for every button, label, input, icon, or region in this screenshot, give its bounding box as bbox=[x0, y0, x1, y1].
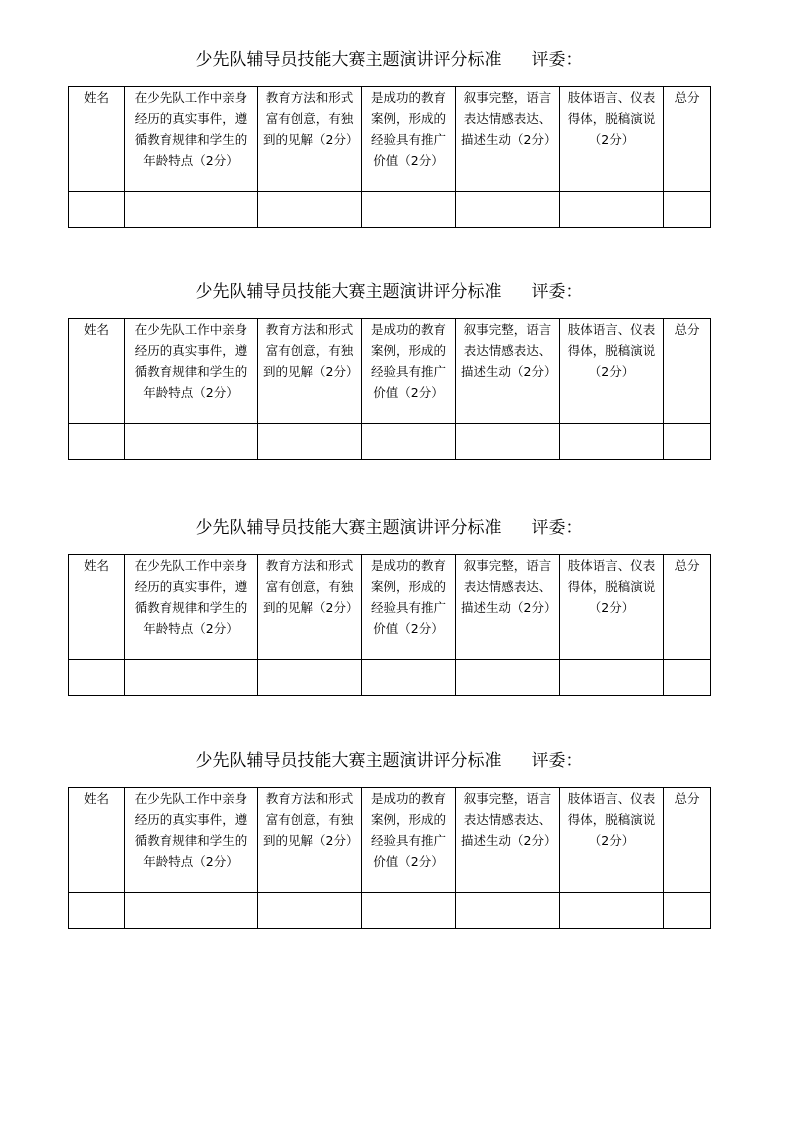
score-table bbox=[68, 86, 711, 228]
header-criterion-real-events: 在少先队工作中亲身经历的真实事件，遵循教育规律和学生的年龄特点（2分） bbox=[125, 555, 258, 660]
header-criterion-methods: 教育方法和形式富有创意，有独到的见解（2分） bbox=[258, 87, 362, 192]
entry-score-cell[interactable] bbox=[362, 660, 456, 696]
header-criterion-narration: 叙事完整，语言表达情感表达、描述生动（2分） bbox=[456, 788, 560, 893]
judge-label: 评委： bbox=[531, 751, 583, 771]
score-table bbox=[68, 554, 711, 696]
entry-score-cell[interactable] bbox=[456, 660, 560, 696]
header-criterion-narration: 叙事完整，语言表达情感表达、描述生动（2分） bbox=[456, 555, 560, 660]
form-title bbox=[68, 747, 710, 775]
score-table bbox=[68, 787, 711, 929]
header-criterion-body-language: 肢体语言、仪表得体，脱稿演说（2分） bbox=[560, 319, 664, 424]
header-criterion-narration: 叙事完整，语言表达情感表达、描述生动（2分） bbox=[456, 319, 560, 424]
header-name: 姓名 bbox=[69, 788, 125, 893]
entry-row bbox=[69, 424, 711, 460]
entry-row bbox=[69, 893, 711, 929]
entry-score-cell[interactable] bbox=[560, 192, 664, 228]
judge-label: 评委： bbox=[531, 518, 583, 538]
header-total: 总分 bbox=[664, 555, 711, 660]
entry-name-cell[interactable] bbox=[69, 893, 125, 929]
header-criterion-narration: 叙事完整，语言表达情感表达、描述生动（2分） bbox=[456, 87, 560, 192]
entry-total-cell[interactable] bbox=[664, 192, 711, 228]
header-criterion-body-language: 肢体语言、仪表得体，脱稿演说（2分） bbox=[560, 555, 664, 660]
entry-score-cell[interactable] bbox=[560, 424, 664, 460]
form-title bbox=[68, 46, 710, 74]
title-text: 少先队辅导员技能大赛主题演讲评分标准 bbox=[195, 751, 502, 771]
entry-name-cell[interactable] bbox=[69, 660, 125, 696]
entry-total-cell[interactable] bbox=[664, 660, 711, 696]
entry-score-cell[interactable] bbox=[362, 424, 456, 460]
entry-total-cell[interactable] bbox=[664, 424, 711, 460]
entry-score-cell[interactable] bbox=[125, 192, 258, 228]
entry-score-cell[interactable] bbox=[125, 660, 258, 696]
header-row bbox=[69, 319, 711, 424]
header-criterion-case-value: 是成功的教育案例，形成的经验具有推广价值（2分） bbox=[362, 87, 456, 192]
entry-row bbox=[69, 660, 711, 696]
entry-score-cell[interactable] bbox=[258, 660, 362, 696]
entry-score-cell[interactable] bbox=[258, 893, 362, 929]
judge-label: 评委： bbox=[531, 282, 583, 302]
entry-score-cell[interactable] bbox=[125, 893, 258, 929]
title-text: 少先队辅导员技能大赛主题演讲评分标准 bbox=[195, 518, 502, 538]
header-criterion-body-language: 肢体语言、仪表得体，脱稿演说（2分） bbox=[560, 87, 664, 192]
score-table bbox=[68, 318, 711, 460]
entry-score-cell[interactable] bbox=[258, 192, 362, 228]
entry-score-cell[interactable] bbox=[258, 424, 362, 460]
header-criterion-methods: 教育方法和形式富有创意，有独到的见解（2分） bbox=[258, 788, 362, 893]
header-criterion-real-events: 在少先队工作中亲身经历的真实事件，遵循教育规律和学生的年龄特点（2分） bbox=[125, 87, 258, 192]
entry-score-cell[interactable] bbox=[362, 893, 456, 929]
header-criterion-real-events: 在少先队工作中亲身经历的真实事件，遵循教育规律和学生的年龄特点（2分） bbox=[125, 788, 258, 893]
header-row bbox=[69, 87, 711, 192]
entry-score-cell[interactable] bbox=[456, 893, 560, 929]
title-text: 少先队辅导员技能大赛主题演讲评分标准 bbox=[195, 50, 502, 70]
header-criterion-methods: 教育方法和形式富有创意，有独到的见解（2分） bbox=[258, 555, 362, 660]
entry-score-cell[interactable] bbox=[560, 893, 664, 929]
header-total: 总分 bbox=[664, 87, 711, 192]
header-criterion-body-language: 肢体语言、仪表得体，脱稿演说（2分） bbox=[560, 788, 664, 893]
entry-score-cell[interactable] bbox=[125, 424, 258, 460]
header-criterion-case-value: 是成功的教育案例，形成的经验具有推广价值（2分） bbox=[362, 788, 456, 893]
header-criterion-real-events: 在少先队工作中亲身经历的真实事件，遵循教育规律和学生的年龄特点（2分） bbox=[125, 319, 258, 424]
header-criterion-case-value: 是成功的教育案例，形成的经验具有推广价值（2分） bbox=[362, 319, 456, 424]
entry-total-cell[interactable] bbox=[664, 893, 711, 929]
form-title bbox=[68, 514, 710, 542]
header-name: 姓名 bbox=[69, 87, 125, 192]
entry-score-cell[interactable] bbox=[456, 424, 560, 460]
header-criterion-case-value: 是成功的教育案例，形成的经验具有推广价值（2分） bbox=[362, 555, 456, 660]
title-text: 少先队辅导员技能大赛主题演讲评分标准 bbox=[195, 282, 502, 302]
judge-label: 评委： bbox=[531, 50, 583, 70]
entry-name-cell[interactable] bbox=[69, 424, 125, 460]
header-name: 姓名 bbox=[69, 319, 125, 424]
entry-name-cell[interactable] bbox=[69, 192, 125, 228]
header-row bbox=[69, 788, 711, 893]
header-name: 姓名 bbox=[69, 555, 125, 660]
entry-row bbox=[69, 192, 711, 228]
header-total: 总分 bbox=[664, 319, 711, 424]
header-total: 总分 bbox=[664, 788, 711, 893]
entry-score-cell[interactable] bbox=[560, 660, 664, 696]
form-title bbox=[68, 278, 710, 306]
entry-score-cell[interactable] bbox=[362, 192, 456, 228]
header-criterion-methods: 教育方法和形式富有创意，有独到的见解（2分） bbox=[258, 319, 362, 424]
header-row bbox=[69, 555, 711, 660]
entry-score-cell[interactable] bbox=[456, 192, 560, 228]
